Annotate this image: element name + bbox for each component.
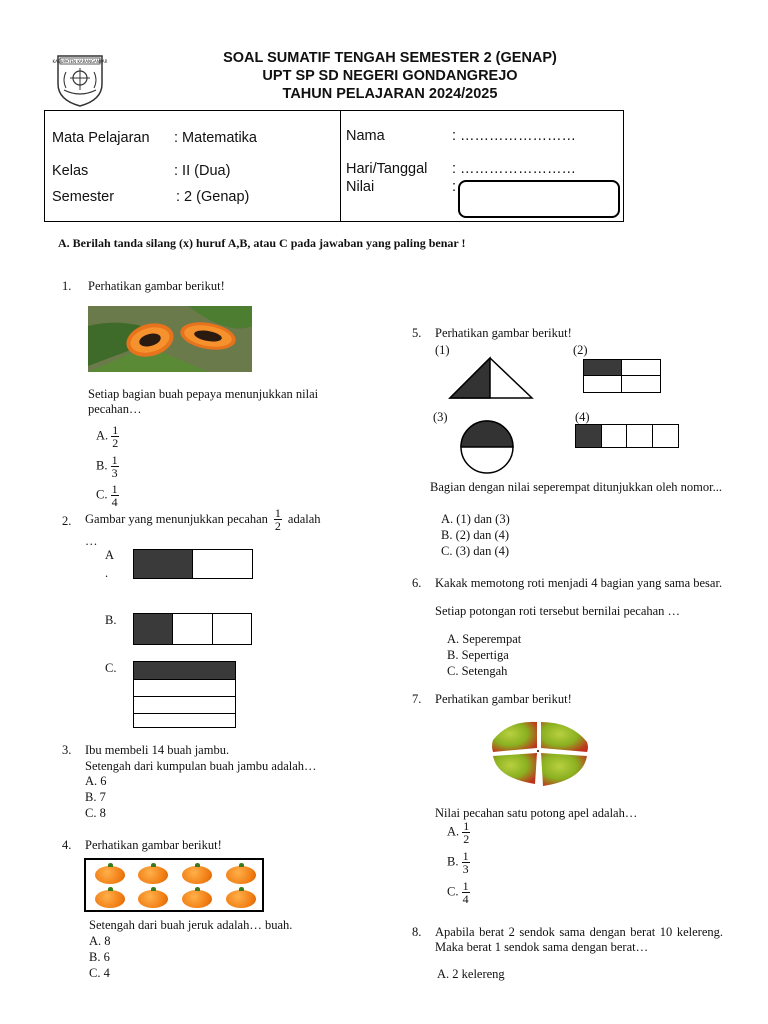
- info-box-divider: [340, 110, 341, 222]
- q6-option-c[interactable]: C. Setengah: [447, 664, 508, 678]
- q3-number: 3.: [62, 743, 72, 757]
- header-line-1: SOAL SUMATIF TENGAH SEMESTER 2 (GENAP): [223, 50, 557, 66]
- orange-icon: [182, 890, 212, 908]
- q5-text: Perhatikan gambar berikut!: [435, 326, 572, 340]
- header-line-3: TAHUN PELAJARAN 2024/2025: [282, 86, 498, 102]
- q5-option-c[interactable]: C. (3) dan (4): [441, 544, 510, 558]
- orange-icon: [226, 866, 256, 884]
- hari-label: Hari/Tanggal: [346, 161, 428, 177]
- q7-option-c[interactable]: [447, 880, 470, 905]
- q5-figure-2-grid: [583, 359, 661, 393]
- q7-option-b[interactable]: [447, 850, 470, 875]
- q7-option-c-letter: C.: [447, 884, 459, 899]
- q1-option-c-fraction: [111, 483, 119, 508]
- orange-icon: [182, 866, 212, 884]
- denominator: 4: [111, 495, 118, 509]
- q3-text2: Setengah dari kumpulan buah jambu adalah…: [85, 759, 317, 773]
- q4-option-c[interactable]: C. 4: [89, 966, 110, 980]
- q7-option-b-letter: B.: [447, 854, 459, 869]
- header-line-2: UPT SP SD NEGERI GONDANGREJO: [262, 68, 518, 84]
- q2-option-a-figure[interactable]: [133, 549, 253, 579]
- hari-field[interactable]: : ……………………: [452, 161, 577, 177]
- oranges-image: [84, 858, 264, 912]
- q5-label-1: (1): [435, 343, 450, 357]
- school-logo: [50, 50, 110, 108]
- q4-text2: Setengah dari buah jeruk adalah… buah.: [89, 918, 293, 932]
- q1-text: Perhatikan gambar berikut!: [88, 279, 225, 293]
- q5-label-4: (4): [575, 410, 590, 424]
- q7-number: 7.: [412, 692, 422, 706]
- q2-question: [85, 507, 361, 532]
- mapel-label: Mata Pelajaran: [52, 130, 150, 146]
- instruction: A. Berilah tanda silang (x) huruf A,B, atau C pada jawaban yang paling benar !: [58, 236, 466, 250]
- q8-number: 8.: [412, 925, 422, 939]
- q5-figure-4-bar: [575, 424, 679, 448]
- apple-image: [487, 718, 591, 788]
- q1-option-a-letter: A.: [96, 428, 109, 443]
- q7-option-a-letter: A.: [447, 824, 460, 839]
- q2-option-c-letter[interactable]: C.: [105, 661, 117, 675]
- q4-number: 4.: [62, 838, 72, 852]
- q1-number: 1.: [62, 279, 72, 293]
- q1-option-c-letter: C.: [96, 487, 108, 502]
- q3-option-c[interactable]: C. 8: [85, 806, 106, 820]
- q5-figure-1-triangle: [448, 356, 534, 400]
- numerator: 1: [111, 482, 118, 496]
- q5-label-2: (2): [573, 343, 588, 357]
- denominator: 4: [462, 892, 469, 906]
- q2-text: Gambar yang menunjukkan pecahan: [85, 512, 268, 526]
- q1-option-b-fraction: [111, 454, 119, 479]
- nilai-colon: :: [452, 179, 457, 195]
- numerator: 1: [463, 819, 470, 833]
- numerator: 1: [111, 453, 118, 467]
- q7-option-b-fraction: [462, 850, 470, 875]
- q3-text: Ibu membeli 14 buah jambu.: [85, 743, 230, 757]
- kelas-value: : II (Dua): [174, 163, 231, 179]
- denominator: 3: [462, 862, 469, 876]
- q5-figure-3-circle: [458, 420, 516, 474]
- q8-option-a[interactable]: A. 2 kelereng: [437, 967, 505, 981]
- numerator: 1: [274, 506, 281, 520]
- q2-text-end: adalah: [287, 512, 321, 526]
- q5-label-3: (3): [433, 410, 448, 424]
- orange-icon: [226, 890, 256, 908]
- orange-icon: [95, 890, 125, 908]
- nama-field[interactable]: : ……………………: [452, 128, 577, 144]
- q2-option-b-figure[interactable]: [133, 613, 252, 645]
- nilai-label: Nilai: [346, 179, 375, 195]
- denominator: 2: [274, 519, 281, 533]
- q2-fraction: [274, 507, 282, 532]
- q8-text: Apabila berat 2 sendok sama dengan berat 10 kelereng. Maka berat 1 sendok sama dengan berat…: [435, 925, 723, 954]
- q1-option-a-fraction: [111, 424, 119, 449]
- q7-text2: Nilai pecahan satu potong apel adalah…: [435, 806, 638, 820]
- q6-option-b[interactable]: B. Sepertiga: [447, 648, 509, 662]
- q7-text: Perhatikan gambar berikut!: [435, 692, 572, 706]
- q3-option-b[interactable]: B. 7: [85, 790, 106, 804]
- numerator: 1: [462, 849, 469, 863]
- q6-number: 6.: [412, 576, 422, 590]
- q5-option-b[interactable]: B. (2) dan (4): [441, 528, 510, 542]
- numerator: 1: [462, 879, 469, 893]
- q5-number: 5.: [412, 326, 422, 340]
- denominator: 2: [463, 832, 470, 846]
- q7-option-a-fraction: [462, 820, 470, 845]
- nama-label: Nama: [346, 128, 385, 144]
- q1-option-b-letter: B.: [96, 458, 108, 473]
- q1-option-a[interactable]: [96, 424, 119, 449]
- q1-text2: Setiap bagian buah pepaya menunjukkan nilai pecahan…: [88, 387, 319, 416]
- q2-option-b-letter[interactable]: B.: [105, 613, 117, 627]
- q5-option-a[interactable]: A. (1) dan (3): [441, 512, 510, 526]
- q1-option-c[interactable]: [96, 483, 119, 508]
- q2-option-c-figure[interactable]: [133, 661, 236, 728]
- q4-option-b[interactable]: B. 6: [89, 950, 110, 964]
- q2-text2: …: [85, 534, 98, 548]
- q6-text: Kakak memotong roti menjadi 4 bagian yang sama besar.: [435, 576, 723, 590]
- q2-number: 2.: [62, 514, 72, 528]
- q3-option-a[interactable]: A. 6: [85, 774, 107, 788]
- q2-option-a-letter[interactable]: A: [105, 548, 115, 562]
- nilai-box[interactable]: [458, 180, 620, 218]
- semester-label: Semester: [52, 189, 115, 205]
- semester-value: : 2 (Genap): [176, 189, 250, 205]
- kelas-label: Kelas: [52, 163, 89, 179]
- q2-option-a-dot: .: [105, 566, 109, 580]
- q4-option-a[interactable]: A. 8: [89, 934, 111, 948]
- orange-icon: [138, 890, 168, 908]
- denominator: 3: [111, 466, 118, 480]
- q7-option-c-fraction: [462, 880, 470, 905]
- q6-text2: Setiap potongan roti tersebut bernilai pecahan …: [435, 604, 681, 618]
- q4-text: Perhatikan gambar berikut!: [85, 838, 222, 852]
- q7-option-a[interactable]: [447, 820, 470, 845]
- numerator: 1: [112, 423, 119, 437]
- q1-option-b[interactable]: [96, 454, 119, 479]
- mapel-value: : Matematika: [174, 130, 257, 146]
- orange-icon: [138, 866, 168, 884]
- q5-text2: Bagian dengan nilai seperempat ditunjukkan oleh nomor...: [430, 480, 722, 494]
- q6-option-a[interactable]: A. Seperempat: [447, 632, 522, 646]
- papaya-image: [88, 306, 252, 372]
- denominator: 2: [112, 436, 119, 450]
- logo-text: KABUPATEN KARANGANYAR: [52, 59, 108, 64]
- orange-icon: [95, 866, 125, 884]
